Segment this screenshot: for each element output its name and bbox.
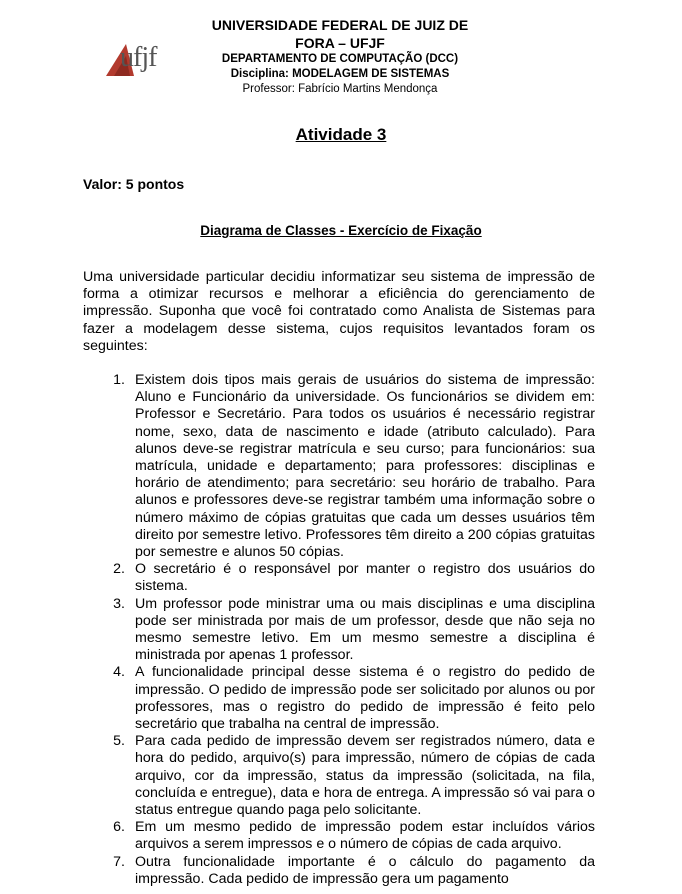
list-item-text: Um professor pode ministrar uma ou mais disciplinas e uma disciplina pode ser ministrada por mais de um professor, desde que não seja no mesmo semestre letivo. Em um mesmo semestre a disciplina é ministrada por apenas 1 professor.: [135, 595, 595, 664]
university-logo: [104, 40, 164, 84]
document-title: Atividade 3: [295, 125, 387, 144]
document-header: [200, 16, 480, 97]
score-value: Valor: 5 pontos: [83, 176, 185, 192]
list-item-text: A funcionalidade principal desse sistema é o registro do pedido de impressão. O pedido de impressão pode ser solicitado por alunos ou por professores, mas o registro do pedido de impressão é feito pelo secretário que trabalha na central de impressão.: [135, 664, 595, 733]
list-item: [83, 664, 595, 733]
list-item: [83, 854, 595, 888]
list-item-number: 4.: [113, 664, 125, 681]
list-item: [83, 561, 595, 595]
list-item-number: 5.: [113, 733, 125, 750]
discipline-name: Disciplina: MODELAGEM DE SISTEMAS: [230, 68, 450, 80]
list-item-text: O secretário é o responsável por manter o registro dos usuários do sistema.: [135, 561, 595, 595]
list-item: [83, 733, 595, 819]
list-item-text: Para cada pedido de impressão devem ser registrados número, data e hora do pedido, arquivo(s) para impressão, número de cópias de cada arquivo, cor da impressão, status da impressão (solicitada, na fila, concluída e entregue), data e hora de entrega. A impressão só vai para o status entregue quando paga pelo solicitante.: [135, 733, 595, 819]
list-item: [83, 372, 595, 561]
list-item: [83, 819, 595, 853]
logo-text: ufjf: [120, 42, 157, 73]
department-name: DEPARTAMENTO DE COMPUTAÇÃO (DCC): [221, 53, 459, 65]
list-item-number: 1.: [113, 372, 125, 388]
list-item-number: 7.: [113, 853, 125, 870]
intro-paragraph: Uma universidade particular decidiu informatizar seu sistema de impressão de forma a otimizar recursos e melhorar a eficiência do gerenciamento de impressão. Suponha que você foi contratado como Analista de Sistemas para fazer a modelagem desse sistema, cujos requisitos levantados foram os seguintes:: [83, 269, 595, 354]
list-item-number: 3.: [113, 595, 125, 612]
list-item-text: Em um mesmo pedido de impressão podem estar incluídos vários arquivos a serem impressos e o número de cópias de cada arquivo.: [135, 819, 595, 853]
professor-name: Professor: Fabrício Martins Mendonça: [242, 83, 438, 95]
requirements-list: [83, 372, 595, 888]
list-item: [83, 596, 595, 665]
section-subtitle: Diagrama de Classes - Exercício de Fixação: [200, 223, 482, 238]
list-item-text: Existem dois tipos mais gerais de usuários do sistema de impressão: Aluno e Funcionário da universidade. Os funcionários se dividem em: Professor e Secretário. Para todos os usuários é necessário registrar nome, sexo, data de nascimento e idade (atributo calculado). Para alunos deve-se registrar matrícula e seu curso; para funcionários: sua matrícula, unidade e departamento; para professores: disciplinas e horário de atendimento; para secretário: seu horário de trabalho. Para alunos e professores deve-se registrar também uma informação sobre o número máximo de cópias gratuitas que cada um desses usuários têm direito por semestre letivo. Professores têm direito a 200 cópias gratuitas por semestre e alunos 50 cópias.: [135, 372, 595, 561]
university-name: UNIVERSIDADE FEDERAL DE JUIZ DE FORA – UFJF: [211, 17, 469, 51]
list-item-number: 2.: [113, 561, 125, 578]
list-item-text: Outra funcionalidade importante é o cálculo do pagamento da impressão. Cada pedido de impressão gera um pagamento: [135, 853, 595, 887]
list-item-number: 6.: [113, 819, 125, 836]
